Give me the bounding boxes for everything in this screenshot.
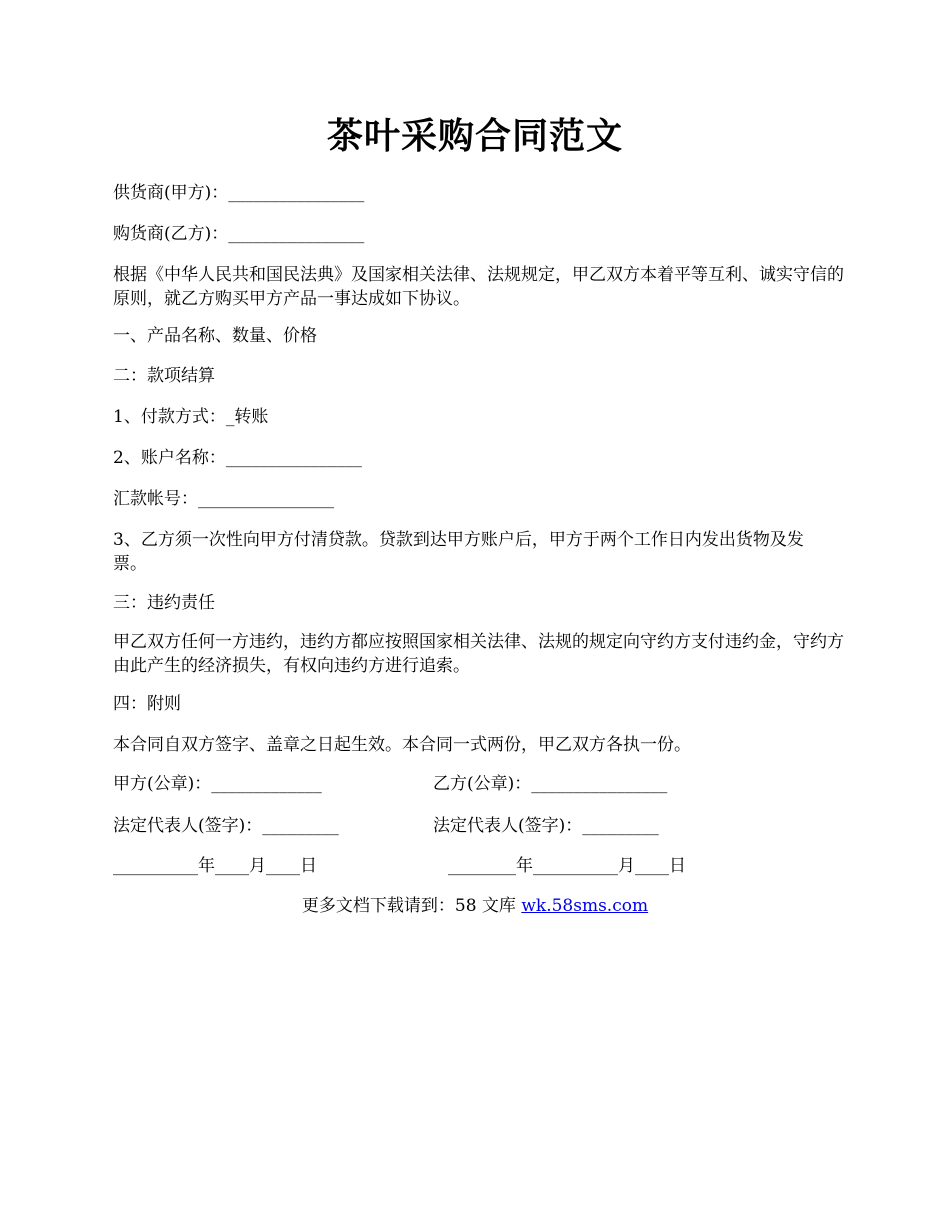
footer-link[interactable]: wk.58sms.com [521,896,649,916]
party-b-date-line: ________年__________月____日 [448,856,686,876]
payment-terms-paragraph: 3、乙方须一次性向甲方付清贷款。贷款到达甲方账户后，甲方于两个工作日内发出货物及发票。 [113,530,804,574]
section-heading-3: 三：违约责任 [113,593,215,613]
footer [0,894,950,918]
intro-paragraph: 根据《中华人民共和国民法典》及国家相关法律、法规规定，甲乙双方本着平等互利、诚实守信的原则，就乙方购买甲方产品一事达成如下协议。 [113,265,844,309]
party-a-seal-line: 甲方(公章)：_____________ [113,774,322,794]
section-heading-4: 四：附则 [113,694,181,714]
account-number-line: 汇款帐号：________________ [113,489,334,509]
supplier-line: 供货商(甲方)：________________ [113,183,365,203]
document-title: 茶叶采购合同范文 [326,115,623,157]
party-a-date-line: __________年____月____日 [113,856,317,876]
party-b-representative-line: 法定代表人(签字)：_________ [433,816,659,836]
buyer-line: 购货商(乙方)：________________ [113,224,365,244]
party-b-seal-line: 乙方(公章)：________________ [433,774,668,794]
breach-paragraph: 甲乙双方任何一方违约，违约方都应按照国家相关法律、法规的规定向守约方支付违约金，守约方由此产生的经济损失，有权向违约方进行追索。 [113,632,844,676]
effect-line: 本合同自双方签字、盖章之日起生效。本合同一式两份，甲乙双方各执一份。 [113,735,691,755]
account-name-line: 2、账户名称：________________ [113,448,362,468]
party-a-representative-line: 法定代表人(签字)：_________ [113,816,339,836]
payment-method-line: 1、付款方式：_转账 [113,407,269,427]
footer-text: 更多文档下载请到：58 文库 [301,896,522,916]
section-heading-2: 二：款项结算 [113,366,215,386]
section-heading-1: 一、产品名称、数量、价格 [113,326,317,346]
